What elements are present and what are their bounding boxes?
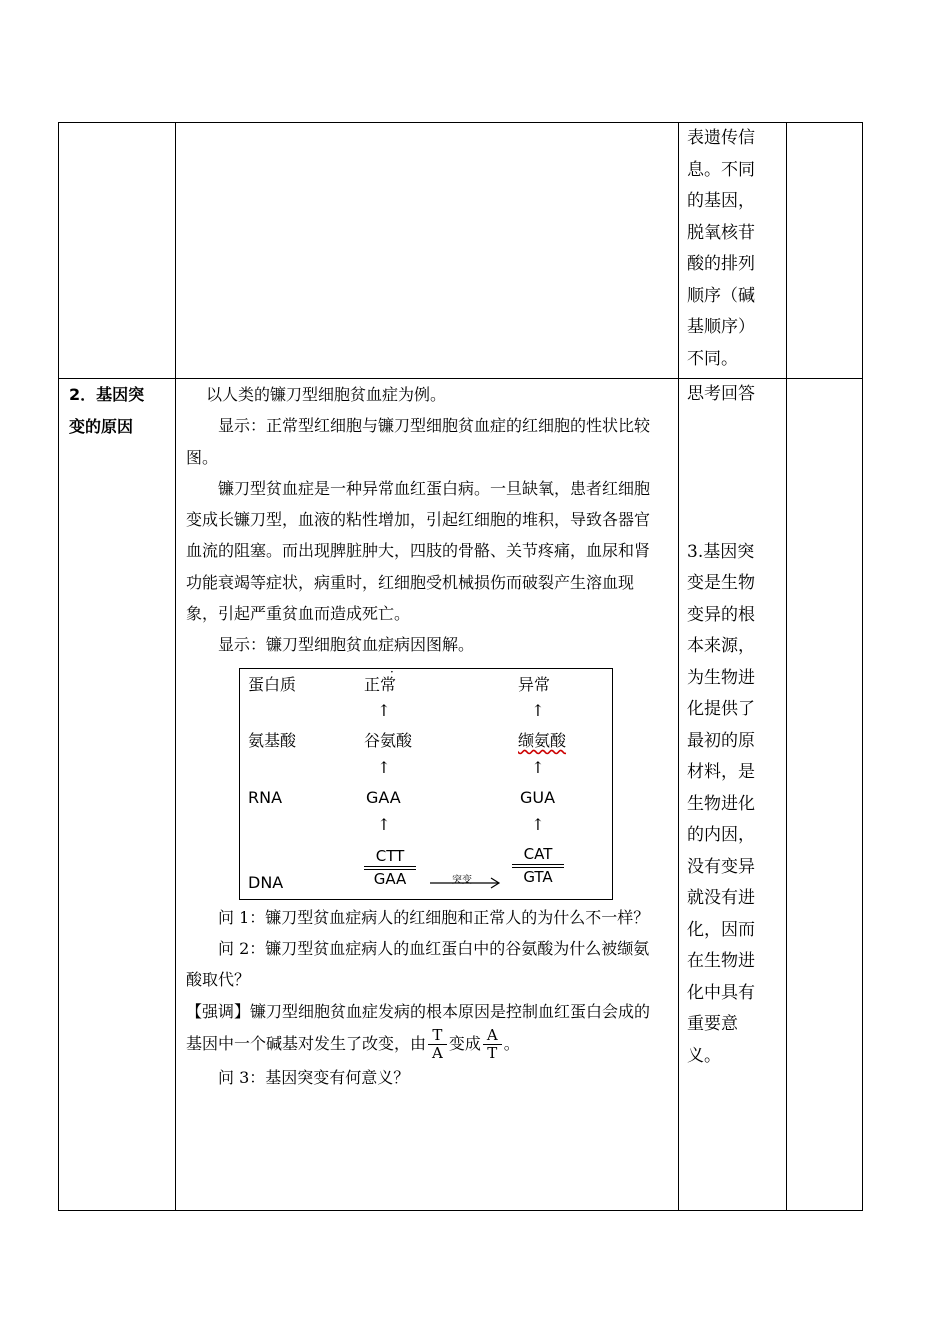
disease-description: 镰刀型贫血症是一种异常血红蛋白病。一旦缺氧，患者红细胞变成长镰刀型，血液的粘性增加，引起红细胞的堆积，导致各器官血流的阻塞。而出现脾脏肿大，四肢的骨骼、关节疼痛，血尿和肾功能衰竭等症状，病重时，红细胞受机械损伤而破裂产生溶血现象，引起严重贫血而造成死亡。 [186, 478, 651, 624]
cell-topic [59, 123, 176, 379]
cell-topic [59, 379, 176, 1211]
normal-protein: 正常 [364, 674, 397, 694]
lesson-table [58, 122, 863, 1211]
abnormal-protein: 异常 [518, 674, 551, 694]
arrow-up: ↑ [377, 757, 391, 777]
abnormal-dna-bottom: GTA [523, 867, 553, 886]
section-heading: 2．基因突 变的原因 [69, 385, 145, 436]
cell-content [176, 379, 679, 1211]
abnormal-dna-pair [512, 845, 564, 887]
label-protein: 蛋白质 [248, 674, 297, 694]
arrow-up: ↑ [531, 757, 545, 777]
intro-text: 以人类的镰刀型细胞贫血症为例。 [206, 385, 447, 404]
base-pair-before: $\frac{T}{A}$ [428, 1027, 447, 1062]
emphasis-text: 镰刀型细胞贫血症发病的根本原因是控制血红蛋白会成的基因中一个碱基对发生了改变，由 [186, 1001, 651, 1053]
cell-student-activity [679, 123, 787, 379]
abnormal-amino-acid: 缬氨酸 [518, 730, 567, 750]
arrow-up: ↑ [377, 700, 391, 720]
table-row [59, 123, 863, 379]
label-amino-acid: 氨基酸 [248, 730, 297, 750]
emphasis-tag: 【强调】 [186, 1001, 251, 1021]
normal-dna-pair [364, 847, 416, 889]
display-note-1: 显示：正常型红细胞与镰刀型细胞贫血症的红细胞的性状比较图。 [186, 416, 651, 467]
question-2: 问 2：镰刀型贫血症病人的血红蛋白中的谷氨酸为什么被缬氨酸取代？ [186, 938, 650, 990]
cell-content [176, 123, 679, 379]
arrow-up: ↑ [531, 814, 545, 834]
abnormal-rna: GUA [520, 787, 556, 807]
display-note-2: 显示：镰刀型细胞贫血症病因图解。 [218, 635, 475, 655]
arrow-up: ↑ [531, 700, 545, 720]
question-1: 问 1：镰刀型贫血症病人的红细胞和正常人的为什么不一样？ [218, 907, 650, 927]
change-word: 变成 [448, 1033, 481, 1053]
cause-diagram: · 蛋白质 氨基酸 RNA DNA 正常 ↑ 谷氨酸 ↑ GAA ↑ CTT GAA 突变 异常 ↑ 缬氨酸 ↑ GUA ↑ CAT GTA [239, 668, 613, 900]
mutation-label: 突变 [452, 874, 472, 886]
table-row [59, 379, 863, 1211]
abnormal-dna-top: CAT [523, 844, 553, 863]
normal-dna-bottom: GAA [373, 869, 407, 888]
cell-remarks [787, 123, 863, 379]
think-answer: 思考回答 [687, 384, 755, 404]
continued-note: 表遗传信 息。不同 的基因， 脱氧核苷 酸的排列 顺序（碱 基顺序） 不同。 [687, 128, 755, 369]
normal-amino-acid: 谷氨酸 [364, 730, 413, 750]
label-rna: RNA [248, 787, 283, 807]
normal-rna: GAA [366, 787, 401, 807]
question-3: 问 3：基因突变有何意义？ [218, 1067, 410, 1087]
significance-note: 3.基因突 变是生物 变异的根 本来源， 为生物进 化提供了 最初的原 材料，是 生物进化 的内因， 没有变异 就没有进 化，因而 在生物进 化中具有 重要意 义。 [687, 541, 755, 1066]
arrow-up: ↑ [377, 814, 391, 834]
emphasis-paragraph [186, 996, 664, 1062]
base-pair-after: $\frac{A}{T}$ [483, 1027, 502, 1062]
cell-student-activity [679, 379, 787, 1211]
normal-dna-top: CTT [375, 846, 405, 865]
content-body [176, 379, 678, 1093]
label-dna: DNA [248, 872, 284, 892]
cell-remarks [787, 379, 863, 1211]
period: 。 [503, 1033, 520, 1053]
